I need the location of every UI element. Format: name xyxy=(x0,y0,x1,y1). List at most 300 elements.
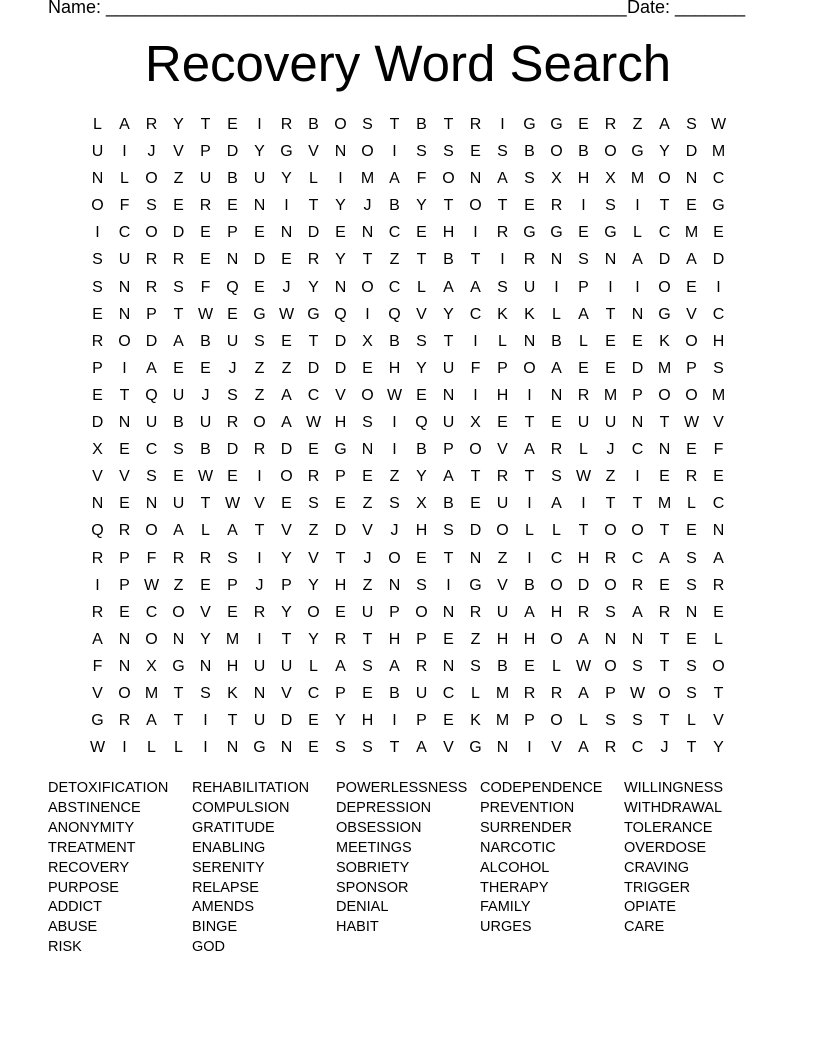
grid-letter: I xyxy=(473,386,478,404)
grid-letter: V xyxy=(362,522,373,540)
grid-letter: S xyxy=(605,603,616,621)
grid-letter: R xyxy=(199,197,212,215)
grid-letter: P xyxy=(146,305,157,323)
grid-letter: D xyxy=(712,251,725,269)
grid-letter: I xyxy=(122,359,127,377)
grid-letter: G xyxy=(253,305,266,323)
grid-letter: L xyxy=(552,657,561,675)
grid-letter: Y xyxy=(416,197,427,215)
grid-row xyxy=(84,629,732,656)
grid-letter: Z xyxy=(173,170,184,188)
grid-letter: I xyxy=(95,224,100,242)
grid-letter: S xyxy=(686,576,697,594)
grid-letter: E xyxy=(659,468,670,486)
grid-letter: E xyxy=(92,386,103,404)
grid-letter: E xyxy=(254,224,265,242)
grid-letter: G xyxy=(253,739,266,757)
grid-letter: T xyxy=(659,522,670,540)
grid-letter: W xyxy=(683,414,700,432)
grid-letter: I xyxy=(446,576,451,594)
word-column xyxy=(624,779,768,958)
grid-letter: N xyxy=(550,251,563,269)
word-list-item: TREATMENT xyxy=(48,839,136,856)
grid-letter: S xyxy=(524,170,535,188)
grid-letter: E xyxy=(686,630,697,648)
grid-letter: R xyxy=(415,657,428,675)
grid-letter: G xyxy=(334,441,347,459)
grid-letter: E xyxy=(119,603,130,621)
grid-letter: W xyxy=(305,414,322,432)
grid-letter: T xyxy=(443,332,454,350)
grid-letter: K xyxy=(659,332,670,350)
grid-letter: Y xyxy=(416,468,427,486)
grid-letter: H xyxy=(361,712,374,730)
grid-letter: L xyxy=(93,116,102,133)
grid-letter: R xyxy=(550,441,563,459)
grid-letter: N xyxy=(496,739,509,757)
grid-letter: A xyxy=(389,170,400,188)
grid-letter: A xyxy=(578,739,589,757)
grid-letter: O xyxy=(550,630,563,648)
grid-letter: E xyxy=(713,468,724,486)
grid-letter: O xyxy=(253,414,266,432)
word-list-item: RISK xyxy=(48,939,82,956)
grid-letter: T xyxy=(389,116,400,133)
grid-letter: E xyxy=(443,712,454,730)
word-list-item: THERAPY xyxy=(480,879,549,896)
grid-letter: B xyxy=(227,170,238,188)
word-list-item: RECOVERY xyxy=(48,859,130,876)
grid-letter: G xyxy=(307,305,320,323)
grid-letter: C xyxy=(631,739,644,757)
grid-letter: S xyxy=(362,657,373,675)
grid-letter: R xyxy=(604,739,617,757)
grid-letter: V xyxy=(713,712,724,730)
grid-letter: W xyxy=(197,305,214,323)
grid-letter: G xyxy=(172,657,185,675)
grid-row xyxy=(84,331,732,358)
grid-letter: L xyxy=(714,630,723,648)
grid-letter: B xyxy=(497,657,508,675)
grid-letter: F xyxy=(119,197,130,215)
word-list-item: ANONYMITY xyxy=(48,819,135,836)
grid-letter: I xyxy=(392,143,397,161)
grid-letter: S xyxy=(335,739,346,757)
grid-letter: T xyxy=(443,197,454,215)
word-list-item: FAMILY xyxy=(480,899,531,916)
grid-letter: N xyxy=(172,630,185,648)
grid-letter: U xyxy=(226,332,239,350)
grid-letter: P xyxy=(416,630,427,648)
grid-letter: E xyxy=(497,414,508,432)
grid-letter: E xyxy=(119,495,130,513)
grid-letter: C xyxy=(145,603,158,621)
grid-letter: S xyxy=(92,251,103,269)
grid-letter: E xyxy=(227,197,238,215)
grid-letter: D xyxy=(469,522,482,540)
grid-letter: V xyxy=(281,522,292,540)
grid-letter: Z xyxy=(362,495,373,513)
grid-letter: P xyxy=(524,712,535,730)
grid-letter: S xyxy=(173,441,184,459)
grid-letter: O xyxy=(658,170,671,188)
grid-row xyxy=(84,358,732,385)
grid-letter: O xyxy=(685,386,698,404)
grid-letter: B xyxy=(443,251,454,269)
grid-letter: V xyxy=(551,739,562,757)
grid-letter: E xyxy=(632,332,643,350)
grid-letter: J xyxy=(606,441,615,459)
grid-letter: E xyxy=(686,441,697,459)
grid-letter: H xyxy=(523,630,536,648)
grid-letter: P xyxy=(578,278,589,296)
grid-letter: S xyxy=(227,386,238,404)
grid-letter: S xyxy=(308,495,319,513)
grid-letter: T xyxy=(497,197,508,215)
grid-letter: E xyxy=(713,603,724,621)
grid-letter: S xyxy=(227,549,238,567)
grid-letter: K xyxy=(524,305,535,323)
grid-letter: M xyxy=(144,684,159,702)
grid-letter: S xyxy=(416,576,427,594)
grid-letter: V xyxy=(119,468,130,486)
grid-letter: V xyxy=(308,549,319,567)
grid-letter: V xyxy=(308,143,319,161)
grid-letter: E xyxy=(605,332,616,350)
grid-letter: E xyxy=(578,224,589,242)
grid-letter: U xyxy=(172,495,185,513)
grid-letter: C xyxy=(145,441,158,459)
grid-letter: D xyxy=(226,143,239,161)
grid-letter: X xyxy=(416,495,427,513)
grid-letter: O xyxy=(388,549,401,567)
grid-letter: S xyxy=(686,549,697,567)
grid-letter: R xyxy=(145,116,158,133)
grid-letter: P xyxy=(416,712,427,730)
grid-letter: G xyxy=(523,116,536,133)
grid-letter: W xyxy=(224,495,241,513)
grid-letter: E xyxy=(362,359,373,377)
grid-letter: E xyxy=(281,495,292,513)
grid-letter: P xyxy=(605,684,616,702)
grid-letter: U xyxy=(496,603,509,621)
grid-letter: J xyxy=(147,143,156,161)
grid-letter: A xyxy=(470,278,481,296)
grid-letter: N xyxy=(253,684,266,702)
grid-letter: O xyxy=(172,603,185,621)
grid-letter: O xyxy=(307,603,320,621)
grid-letter: C xyxy=(307,684,320,702)
grid-letter: I xyxy=(392,712,397,730)
grid-letter: N xyxy=(388,576,401,594)
grid-letter: N xyxy=(145,495,158,513)
grid-letter: V xyxy=(92,468,103,486)
grid-letter: A xyxy=(173,522,184,540)
grid-letter: P xyxy=(281,576,292,594)
grid-letter: R xyxy=(253,441,266,459)
word-list-item: CRAVING xyxy=(624,859,689,876)
grid-letter: O xyxy=(145,224,158,242)
grid-letter: R xyxy=(523,684,536,702)
grid-row xyxy=(84,439,732,466)
grid-letter: U xyxy=(253,712,266,730)
grid-letter: O xyxy=(604,522,617,540)
grid-letter: P xyxy=(335,468,346,486)
grid-row xyxy=(84,412,732,439)
grid-letter: O xyxy=(361,386,374,404)
word-list-item: NARCOTIC xyxy=(480,839,556,856)
grid-letter: S xyxy=(686,657,697,675)
grid-letter: V xyxy=(281,684,292,702)
date-field-line: Date: _______ xyxy=(627,0,746,17)
grid-letter: Z xyxy=(173,576,184,594)
page-title: Recovery Word Search xyxy=(144,35,672,92)
grid-letter: U xyxy=(253,657,266,675)
grid-letter: E xyxy=(605,359,616,377)
grid-letter: L xyxy=(552,522,561,540)
grid-letter: U xyxy=(91,143,104,161)
grid-letter: E xyxy=(470,143,481,161)
grid-letter: X xyxy=(605,170,616,188)
grid-letter: S xyxy=(362,414,373,432)
grid-letter: A xyxy=(227,522,238,540)
grid-letter: U xyxy=(523,278,536,296)
grid-letter: N xyxy=(91,495,104,513)
grid-letter: O xyxy=(604,657,617,675)
grid-letter: B xyxy=(524,576,535,594)
grid-letter: H xyxy=(334,414,347,432)
grid-letter: C xyxy=(388,224,401,242)
word-list-item: GOD xyxy=(192,939,226,956)
word-list-item: PREVENTION xyxy=(480,799,575,816)
grid-letter: A xyxy=(524,441,535,459)
grid-letter: F xyxy=(416,170,427,188)
grid-letter: Y xyxy=(173,116,184,133)
grid-letter: R xyxy=(550,197,563,215)
grid-letter: Y xyxy=(308,278,319,296)
grid-letter: T xyxy=(308,332,319,350)
grid-letter: F xyxy=(92,657,103,675)
word-list-item: CARE xyxy=(624,919,665,936)
grid-letter: C xyxy=(631,549,644,567)
grid-letter: W xyxy=(710,116,727,133)
grid-letter: U xyxy=(442,414,455,432)
grid-letter: R xyxy=(469,603,482,621)
grid-letter: T xyxy=(632,495,643,513)
grid-letter: L xyxy=(552,305,561,323)
grid-letter: J xyxy=(228,359,237,377)
grid-letter: L xyxy=(120,170,129,188)
grid-letter: V xyxy=(686,305,697,323)
word-column xyxy=(192,779,336,958)
grid-letter: B xyxy=(524,143,535,161)
grid-letter: D xyxy=(91,414,104,432)
grid-letter: E xyxy=(578,359,589,377)
grid-letter: J xyxy=(363,197,372,215)
grid-letter: E xyxy=(524,657,535,675)
grid-row xyxy=(84,222,732,249)
grid-letter: E xyxy=(335,224,346,242)
grid-letter: A xyxy=(551,495,562,513)
grid-letter: G xyxy=(469,739,482,757)
grid-letter: T xyxy=(713,684,724,702)
word-list-item: DEPRESSION xyxy=(336,799,432,816)
word-list-item: WITHDRAWAL xyxy=(624,799,723,816)
grid-letter: R xyxy=(145,251,158,269)
grid-letter: W xyxy=(575,657,592,675)
grid-letter: G xyxy=(712,197,725,215)
grid-letter: P xyxy=(497,359,508,377)
grid-letter: R xyxy=(307,468,320,486)
grid-letter: R xyxy=(307,251,320,269)
grid-letter: A xyxy=(443,468,454,486)
grid-letter: E xyxy=(119,441,130,459)
grid-letter: P xyxy=(389,603,400,621)
grid-letter: O xyxy=(442,170,455,188)
grid-letter: Y xyxy=(335,712,346,730)
grid-letter: D xyxy=(172,224,185,242)
grid-letter: O xyxy=(91,197,104,215)
grid-letter: S xyxy=(632,712,643,730)
grid-letter: N xyxy=(199,657,212,675)
grid-letter: S xyxy=(416,143,427,161)
grid-letter: V xyxy=(200,603,211,621)
grid-letter: S xyxy=(497,278,508,296)
grid-letter: U xyxy=(145,414,158,432)
grid-letter: N xyxy=(442,603,455,621)
grid-letter: N xyxy=(226,251,239,269)
word-list-item: CODEPENDENCE xyxy=(480,780,603,796)
grid-letter: N xyxy=(604,630,617,648)
grid-letter: L xyxy=(417,278,426,296)
grid-letter: R xyxy=(577,386,590,404)
grid-letter: I xyxy=(284,197,289,215)
grid-letter: L xyxy=(147,739,156,757)
grid-letter: L xyxy=(579,332,588,350)
grid-letter: A xyxy=(524,603,535,621)
grid-letter: F xyxy=(146,549,157,567)
grid-letter: W xyxy=(575,468,592,486)
grid-letter: N xyxy=(523,332,536,350)
grid-letter: T xyxy=(416,251,427,269)
grid-letter: A xyxy=(632,603,643,621)
grid-letter: T xyxy=(173,305,184,323)
grid-letter: L xyxy=(525,522,534,540)
grid-letter: D xyxy=(577,576,590,594)
grid-letter: E xyxy=(470,495,481,513)
grid-letter: I xyxy=(608,278,613,296)
grid-letter: M xyxy=(495,684,510,702)
grid-row xyxy=(84,277,732,304)
grid-letter: R xyxy=(145,278,158,296)
grid-letter: S xyxy=(686,684,697,702)
grid-letter: J xyxy=(363,549,372,567)
grid-letter: L xyxy=(687,495,696,513)
grid-letter: E xyxy=(254,278,265,296)
grid-letter: N xyxy=(118,657,131,675)
grid-letter: A xyxy=(281,386,292,404)
grid-letter: J xyxy=(201,386,210,404)
word-list-item: OVERDOSE xyxy=(624,839,707,856)
grid-letter: N xyxy=(604,251,617,269)
grid-letter: L xyxy=(309,170,318,188)
grid-letter: Z xyxy=(470,630,481,648)
grid-row xyxy=(84,575,732,602)
grid-letter: E xyxy=(659,576,670,594)
grid-letter: V xyxy=(92,684,103,702)
grid-letter: R xyxy=(118,712,131,730)
grid-letter: Y xyxy=(335,197,346,215)
word-list-item: DENIAL xyxy=(336,899,389,916)
grid-letter: S xyxy=(416,332,427,350)
name-field-line: Name: ____________________________________________________ xyxy=(48,0,627,17)
grid-letter: I xyxy=(581,197,586,215)
grid-letter: A xyxy=(551,359,562,377)
grid-letter: C xyxy=(712,170,725,188)
grid-letter: H xyxy=(496,630,509,648)
grid-letter: E xyxy=(308,739,319,757)
word-list-item: GRATITUDE xyxy=(192,819,275,836)
grid-letter: E xyxy=(362,684,373,702)
grid-letter: O xyxy=(415,603,428,621)
grid-letter: I xyxy=(338,170,343,188)
grid-letter: N xyxy=(685,603,698,621)
grid-letter: Y xyxy=(659,143,670,161)
grid-letter: J xyxy=(282,278,291,296)
grid-letter: V xyxy=(335,386,346,404)
grid-row xyxy=(84,304,732,331)
grid-letter: R xyxy=(91,332,104,350)
grid-letter: I xyxy=(257,468,262,486)
grid-letter: H xyxy=(442,224,455,242)
grid-letter: E xyxy=(416,386,427,404)
word-list-item: REHABILITATION xyxy=(192,780,310,796)
grid-letter: K xyxy=(227,684,238,702)
grid-letter: S xyxy=(254,332,265,350)
grid-letter: D xyxy=(334,332,347,350)
grid-letter: G xyxy=(91,712,104,730)
grid-row xyxy=(84,385,732,412)
grid-letter: Z xyxy=(497,549,508,567)
grid-letter: S xyxy=(578,251,589,269)
letter-grid xyxy=(84,114,732,764)
grid-letter: Q xyxy=(145,386,158,404)
grid-letter: T xyxy=(227,712,238,730)
grid-letter: N xyxy=(280,224,293,242)
grid-letter: R xyxy=(577,603,590,621)
grid-letter: E xyxy=(92,305,103,323)
grid-letter: B xyxy=(578,143,589,161)
grid-letter: V xyxy=(173,143,184,161)
grid-letter: I xyxy=(527,386,532,404)
grid-letter: W xyxy=(386,386,403,404)
word-list-item: COMPULSION xyxy=(192,799,290,816)
grid-letter: E xyxy=(227,603,238,621)
grid-letter: F xyxy=(470,359,481,377)
grid-letter: U xyxy=(199,414,212,432)
grid-row xyxy=(84,466,732,493)
grid-letter: I xyxy=(392,441,397,459)
grid-letter: A xyxy=(713,549,724,567)
grid-letter: N xyxy=(442,657,455,675)
grid-letter: P xyxy=(443,441,454,459)
grid-letter: S xyxy=(632,657,643,675)
grid-letter: B xyxy=(200,441,211,459)
grid-letter: P xyxy=(632,386,643,404)
grid-letter: A xyxy=(389,657,400,675)
grid-letter: N xyxy=(658,441,671,459)
word-list-item: ENABLING xyxy=(192,839,266,856)
